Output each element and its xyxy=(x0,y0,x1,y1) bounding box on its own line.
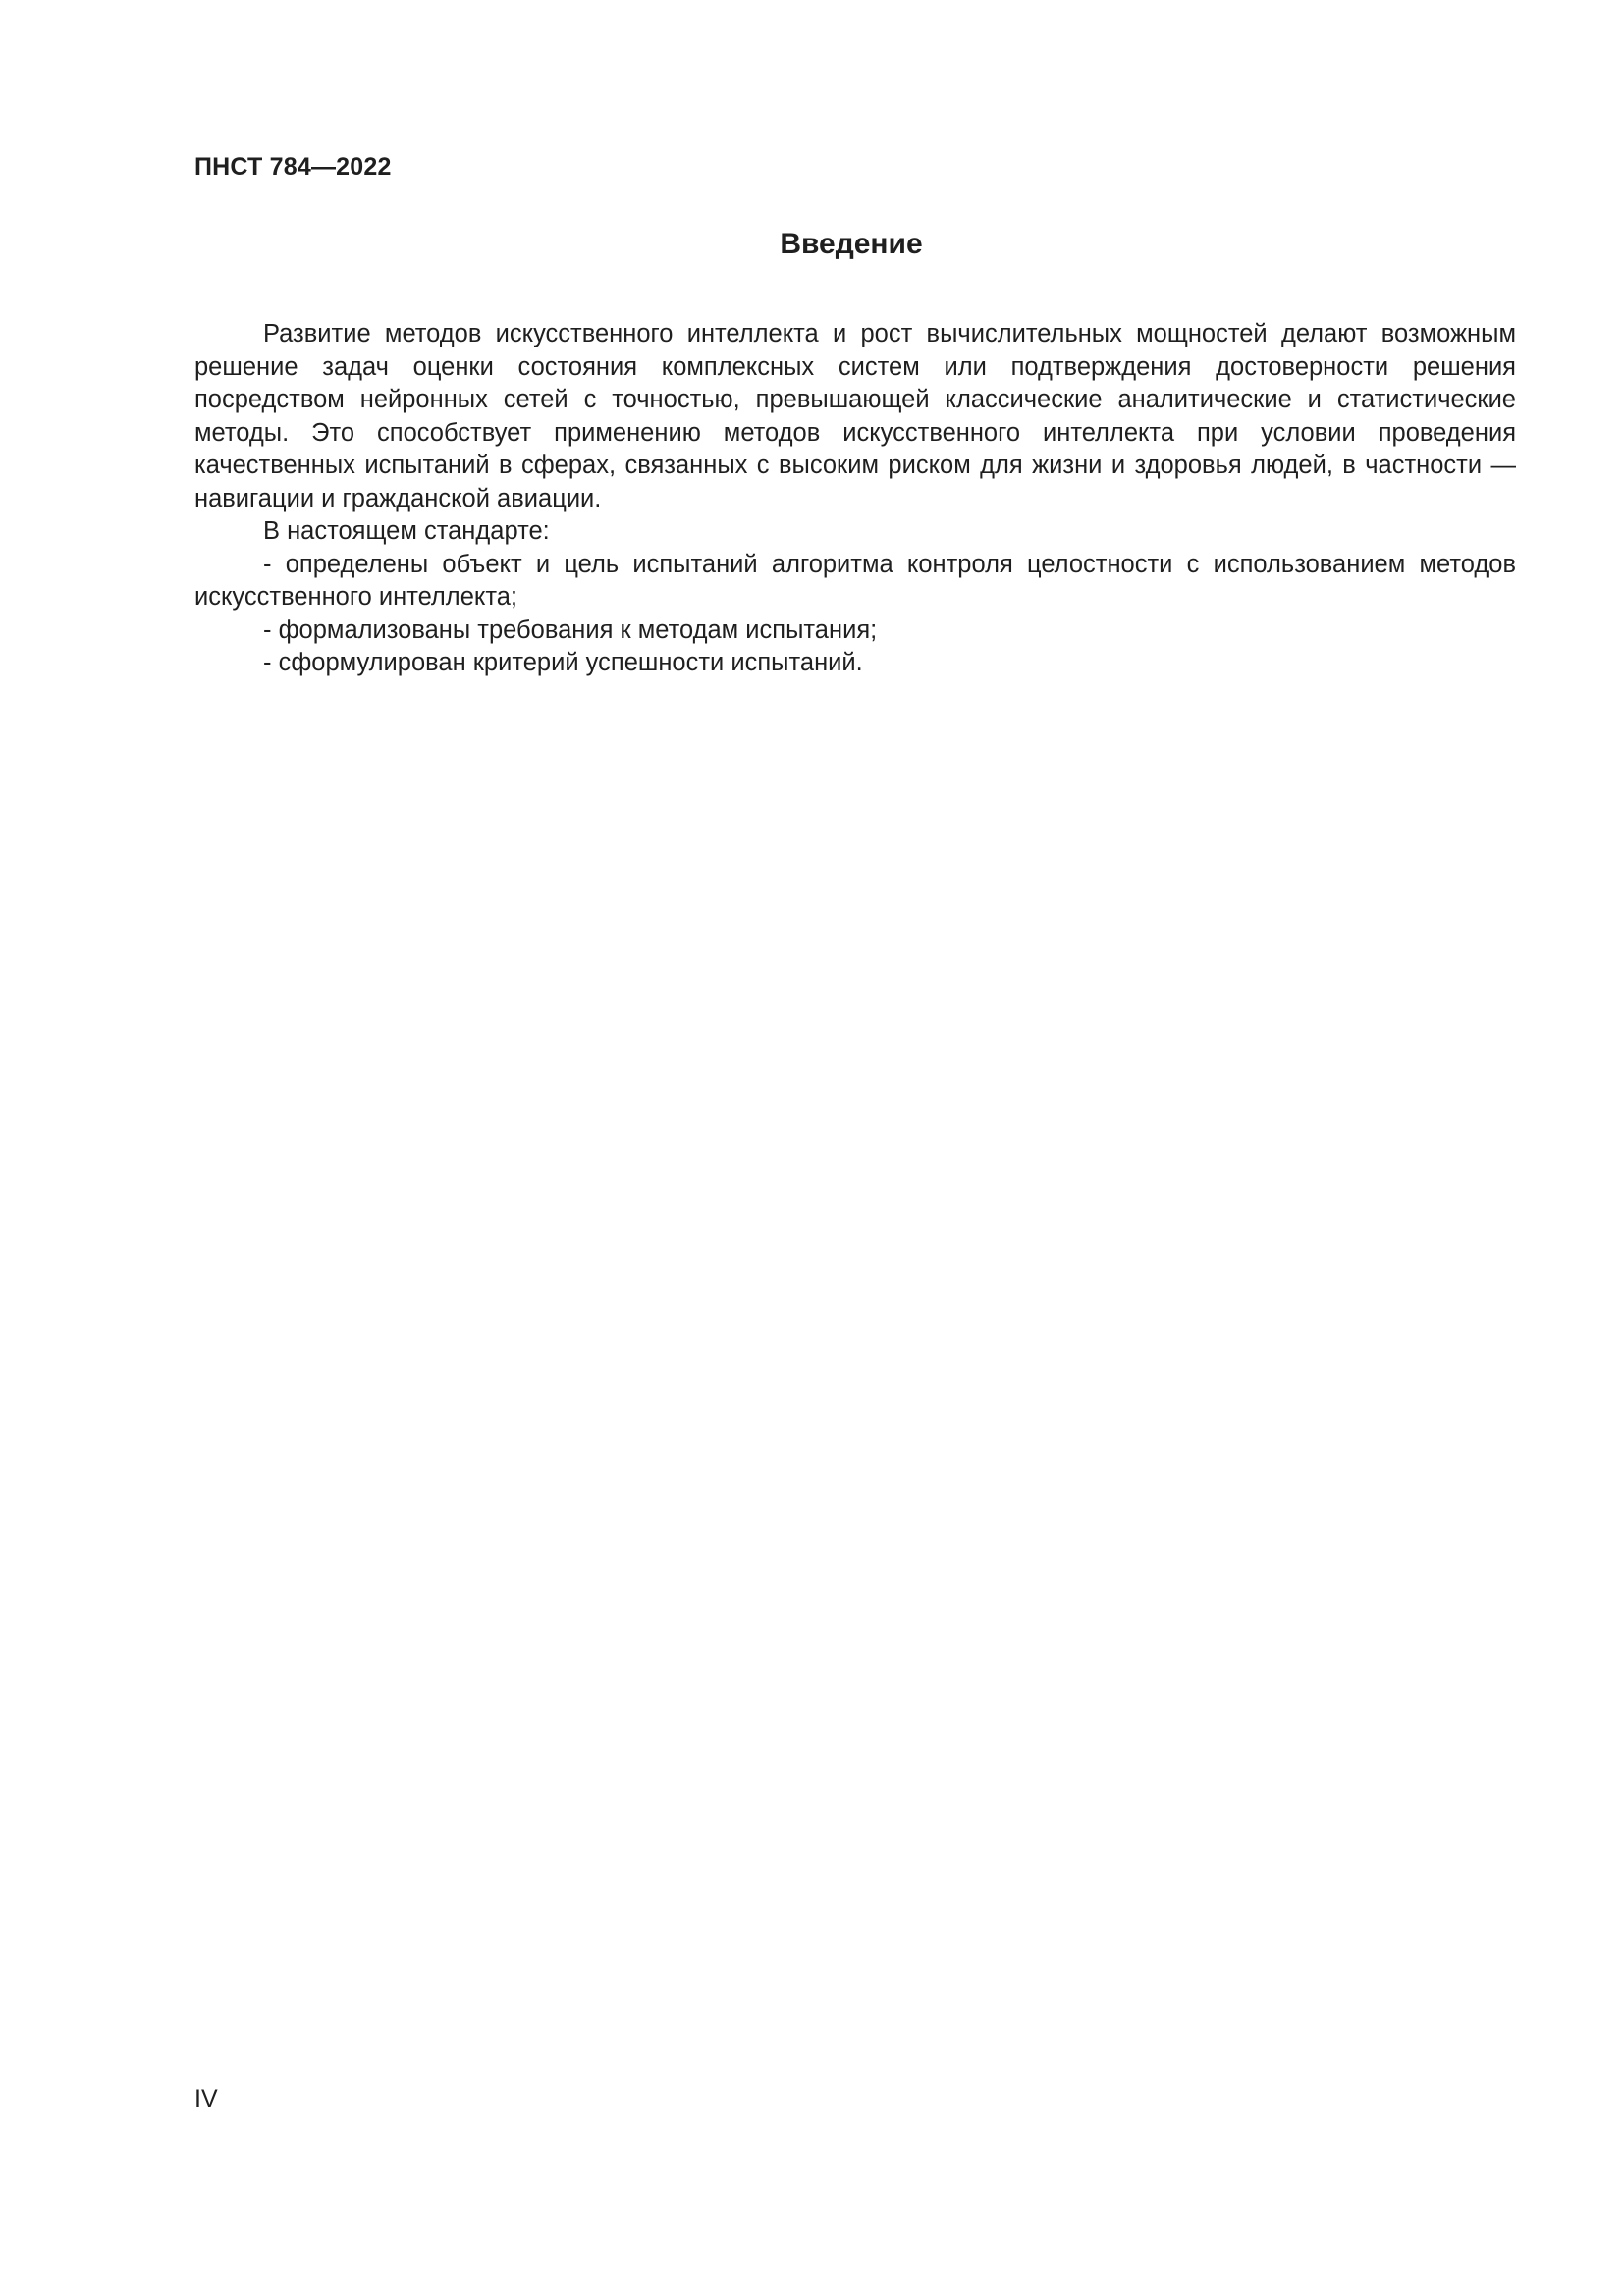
intro-paragraph: Развитие методов искусственного интеллекта и рост вычислительных мощностей делают возможным решение задач оценки состояния комплексных систем или подтверждения достоверности решения посредством нейронных сетей с точностью, превышающей классические аналитические и статистические методы. Это способствует применению методов искусственного интеллекта при условии проведения качественных испытаний в сферах, связанных с высоким риском для жизни и здоровья людей, в частности — навигации и гражданской авиации. xyxy=(194,320,1516,512)
document-code: ПНСТ 784—2022 xyxy=(194,153,392,181)
list-item: - формализованы требования к методам испытания; xyxy=(263,615,878,644)
page-number: IV xyxy=(194,2085,218,2112)
section-title: Введение xyxy=(780,228,923,260)
standard-intro: В настоящем стандарте: xyxy=(263,517,550,545)
body-text xyxy=(194,318,1516,680)
list-item: - сформулирован критерий успешности испытаний. xyxy=(263,649,863,676)
list-item: - определены объект и цель испытаний алгоритма контроля целостности с использованием методов искусственного интеллекта; xyxy=(194,550,1516,611)
